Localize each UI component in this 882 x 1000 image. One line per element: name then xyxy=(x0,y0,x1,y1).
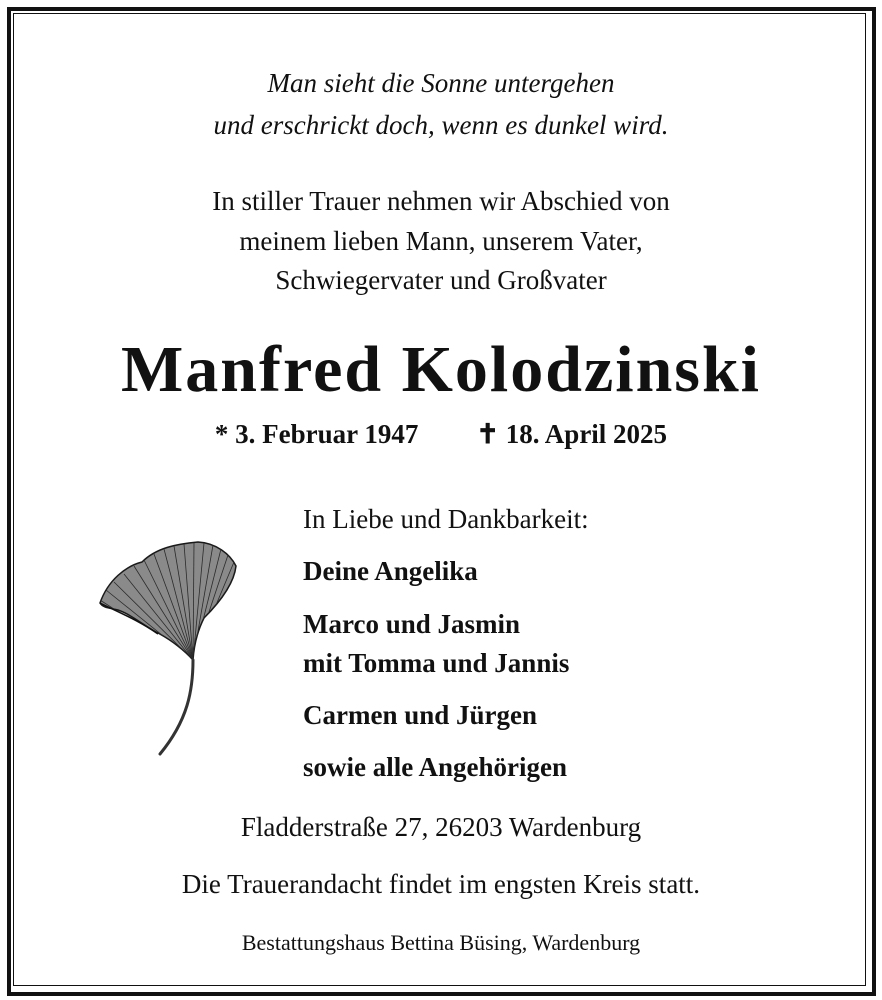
death-date: ✝ 18. April 2025 xyxy=(476,419,668,449)
signature-family-1-line-2: mit Tomma und Jannis xyxy=(303,648,570,678)
signature-others: sowie alle Angehörigen xyxy=(303,752,567,782)
intro-line-3: Schwiegervater und Großvater xyxy=(275,265,607,295)
service-note: Die Trauerandacht findet im engsten Kreis statt. xyxy=(181,869,701,899)
signature-family-2: Carmen und Jürgen xyxy=(303,700,538,730)
address: Fladderstraße 27, 26203 Wardenburg xyxy=(240,812,642,842)
mourners-intro: In Liebe und Dankbarkeit: xyxy=(303,504,589,534)
signature-spouse: Deine Angelika xyxy=(303,556,478,586)
birth-date: * 3. Februar 1947 xyxy=(214,419,419,449)
intro-line-1: In stiller Trauer nehmen wir Abschied von xyxy=(212,186,670,216)
ginkgo-leaf-icon xyxy=(98,540,244,760)
funeral-home: Bestattungshaus Bettina Büsing, Wardenburg xyxy=(241,930,641,955)
life-dates xyxy=(0,419,882,450)
deceased-name: Manfred Kolodzinski xyxy=(120,333,762,406)
poem-line-1: Man sieht die Sonne untergehen xyxy=(267,68,615,98)
intro-line-2: meinem lieben Mann, unserem Vater, xyxy=(239,226,643,256)
poem-line-2: und erschrickt doch, wenn es dunkel wird. xyxy=(213,110,669,140)
signature-family-1-line-1: Marco und Jasmin xyxy=(303,609,521,639)
